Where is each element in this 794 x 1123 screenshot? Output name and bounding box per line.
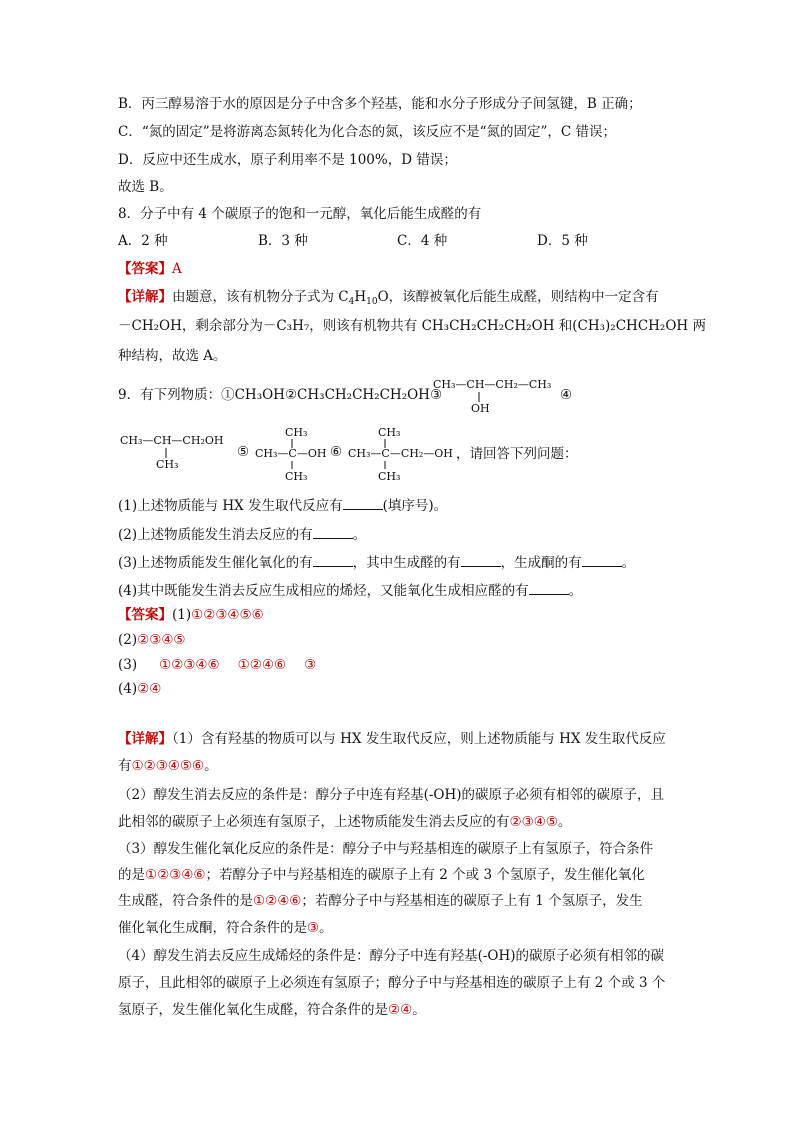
m4-branch: CH₃ xyxy=(156,458,179,471)
q8-detail-text: 由题意，该有机物分子式为 C xyxy=(172,289,349,305)
q9-stem-text: 9．有下列物质： xyxy=(118,387,222,403)
detail-answer: ②④ xyxy=(388,1002,413,1018)
q9-part-2 xyxy=(118,526,366,543)
answer-tag: 【答案】 xyxy=(118,607,172,623)
m6-bottom: CH₃ xyxy=(378,470,401,483)
answer-blank xyxy=(582,554,622,567)
answer-index: (1) xyxy=(172,607,192,623)
answer-index: (3) xyxy=(118,657,138,673)
q9-part-text: 。 xyxy=(568,583,583,599)
q9-part-text: 。 xyxy=(621,555,636,571)
detail-text: 。 xyxy=(204,758,218,774)
detail-text: 此相邻的碳原子上必须连有氢原子，上述物质能发生消去反应的有 xyxy=(118,814,510,830)
q9-part-text: (3)上述物质能发生催化氧化的有 xyxy=(118,555,313,571)
answer-4: ②④ xyxy=(137,681,162,697)
q8-answer xyxy=(118,263,182,277)
molecule-4-label: ④ xyxy=(560,387,573,403)
m5-bottom: CH₃ xyxy=(285,470,308,483)
m3-hydroxyl: OH xyxy=(471,402,490,415)
q9-detail-line-6 xyxy=(118,869,645,883)
q9-detail-line-5: （3）醇发生催化氧化反应的条件是：醇分子中与羟基相连的碳原子上有氢原子，符合条件 xyxy=(118,841,654,857)
answer-index: (2) xyxy=(118,632,138,648)
molecule-5-label: ⑤ xyxy=(237,444,250,460)
detail-answer: ③ xyxy=(307,920,320,936)
detail-text: 有 xyxy=(118,758,132,774)
answer-tag: 【答案】 xyxy=(118,261,172,277)
answer-3-aldehyde: ①②④⑥ xyxy=(237,657,287,673)
q9-detail-line-10: 原子，且此相邻的碳原子上必须连有氢原子；醇分子中与羟基相连的碳原子上有 2 个或 3 个 xyxy=(118,975,666,991)
q9-part-3 xyxy=(118,554,635,571)
answer-index: (4) xyxy=(118,681,138,697)
q9-part-text: ，生成酮的有 xyxy=(500,555,582,571)
detail-text: 。 xyxy=(319,920,333,936)
molecule-3-label: ③ xyxy=(429,387,443,403)
m6-top: CH₃ xyxy=(378,426,401,439)
q9-part-text: (4)其中既能发生消去反应生成相应的烯烃，又能氧化生成相应醛的有 xyxy=(118,583,529,599)
answer-blank xyxy=(529,582,569,595)
detail-answer: ①②③④⑥ xyxy=(145,867,206,883)
detail-answer: ②③④⑤ xyxy=(509,814,558,830)
detail-text: 催化氧化生成酮，符合条件的是 xyxy=(118,920,307,936)
q9-part-4 xyxy=(118,582,582,599)
m4-main-chain: CH₃—CH—CH₂OH xyxy=(120,434,224,447)
q8-option-a: A．2 种 xyxy=(118,233,168,249)
q9-detail-line-2 xyxy=(118,760,218,774)
q9-answer-line-2 xyxy=(118,634,186,648)
q9-part-text: 。 xyxy=(352,527,367,543)
q9-part-text: (2)上述物质能发生消去反应的有 xyxy=(118,527,313,543)
answer-blank xyxy=(313,526,353,539)
q9-part-text: (1)上述物质能与 HX 发生取代反应有 xyxy=(118,498,343,514)
q8-detail-line-3: 种结构，故选 A。 xyxy=(118,348,227,364)
molecule-1: ①CH₃OH xyxy=(221,387,285,403)
option-d-explanation: D．反应中还生成水，原子利用率不是 100%，D 错误； xyxy=(118,152,457,168)
q9-answer-line-4 xyxy=(118,683,161,697)
q9-stem-end: ，请回答下列问题： xyxy=(456,446,578,462)
q9-part-text: (填序号)。 xyxy=(382,498,448,514)
subscript: 10 xyxy=(366,297,378,307)
detail-answer: ①②④⑥ xyxy=(253,893,302,909)
q9-answer-line-1 xyxy=(118,609,264,623)
answer-blank xyxy=(461,554,501,567)
detail-text: 。 xyxy=(557,814,572,830)
detail-text: 。 xyxy=(412,1002,426,1018)
answer-1: ①②③④⑤⑥ xyxy=(191,607,264,623)
option-b-explanation: B．丙三醇易溶于水的原因是分子中含多个羟基，能和水分子形成分子间氢键，B 正确； xyxy=(118,96,642,112)
q8-answer-value: A xyxy=(172,261,182,277)
detail-text: ；若醇分子中与羟基相连的碳原子上有 2 个或 3 个氢原子，发生催化氧化 xyxy=(205,867,645,883)
choose-line: 故选 B。 xyxy=(118,179,173,195)
answer-blank xyxy=(343,497,383,510)
q9-detail-line-9: （4）醇发生消去反应生成烯烃的条件是：醇分子中连有羟基(-OH)的碳原子必须有相邻的碳 xyxy=(118,948,665,964)
q9-part-text: ，其中生成醛的有 xyxy=(352,555,461,571)
detail-answer: ①②③④⑤⑥ xyxy=(131,758,205,774)
q8-detail-line-2: －CH₂OH，剩余部分为－C₃H₇，则该有机物共有 CH₃CH₂CH₂CH₂OH 和(CH₃)₂CHCH₂OH 两 xyxy=(118,318,706,334)
q9-detail-line-1 xyxy=(118,733,666,747)
molecule-6-structure xyxy=(348,424,458,482)
m5-top: CH₃ xyxy=(285,426,308,439)
detail-tag: 【详解】 xyxy=(118,289,172,305)
answer-3-oxidation: ①②③④⑥ xyxy=(159,657,220,673)
q8-detail-text: O，该醇被氧化后能生成醛，则结构中一定含有 xyxy=(377,289,659,305)
answer-2: ②③④⑤ xyxy=(137,632,186,648)
molecule-4-structure xyxy=(120,430,250,474)
q8-option-c: C．4 种 xyxy=(397,233,448,249)
question-9-stem xyxy=(118,389,442,403)
subscript: 4 xyxy=(348,297,355,307)
q8-option-d: D．5 种 xyxy=(537,233,588,249)
detail-text: 氢原子，发生催化氧化生成醛，符合条件的是 xyxy=(118,1002,388,1018)
detail-text: 的是 xyxy=(118,867,145,883)
q9-answer-line-3 xyxy=(118,659,316,673)
answer-blank xyxy=(313,554,353,567)
molecule-3-structure xyxy=(433,374,563,416)
m6-main-chain: CH₃—C—CH₂—OH xyxy=(348,447,453,460)
detail-text: （1）含有羟基的物质可以与 HX 发生取代反应，则上述物质能与 HX 发生取代反应 xyxy=(172,731,666,747)
question-8-stem: 8．分子中有 4 个碳原子的饱和一元醇，氧化后能生成醛的有 xyxy=(118,206,482,222)
q9-detail-line-11 xyxy=(118,1004,426,1018)
m5-main-chain: CH₃—C—OH xyxy=(255,447,327,460)
molecule-2: ②CH₃CH₂CH₂CH₂OH xyxy=(284,387,430,403)
detail-text: ；若醇分子中与羟基相连的碳原子上有 1 个氢原子，发生 xyxy=(301,893,643,909)
q8-detail-line-1 xyxy=(118,291,659,307)
option-c-explanation: C．“氮的固定”是将游离态氮转化为化合态的氮，该反应不是“氮的固定”，C 错误； xyxy=(118,124,617,140)
q9-detail-line-4 xyxy=(118,816,571,830)
q8-detail-text: H xyxy=(354,289,367,305)
detail-tag: 【详解】 xyxy=(118,731,172,747)
q9-detail-line-8 xyxy=(118,922,333,936)
m3-main-chain: CH₃—CH—CH₂—CH₃ xyxy=(433,378,552,391)
q9-detail-line-7 xyxy=(118,895,643,909)
answer-3-ketone: ③ xyxy=(304,657,317,673)
q8-option-b: B．3 种 xyxy=(258,233,308,249)
q9-detail-line-3: （2）醇发生消去反应的条件是：醇分子中连有羟基(-OH)的碳原子必须有相邻的碳原子，且 xyxy=(118,787,665,803)
detail-text: 生成醛，符合条件的是 xyxy=(118,893,253,909)
q9-part-1 xyxy=(118,497,447,514)
molecule-6-label: ⑥ xyxy=(330,444,343,460)
